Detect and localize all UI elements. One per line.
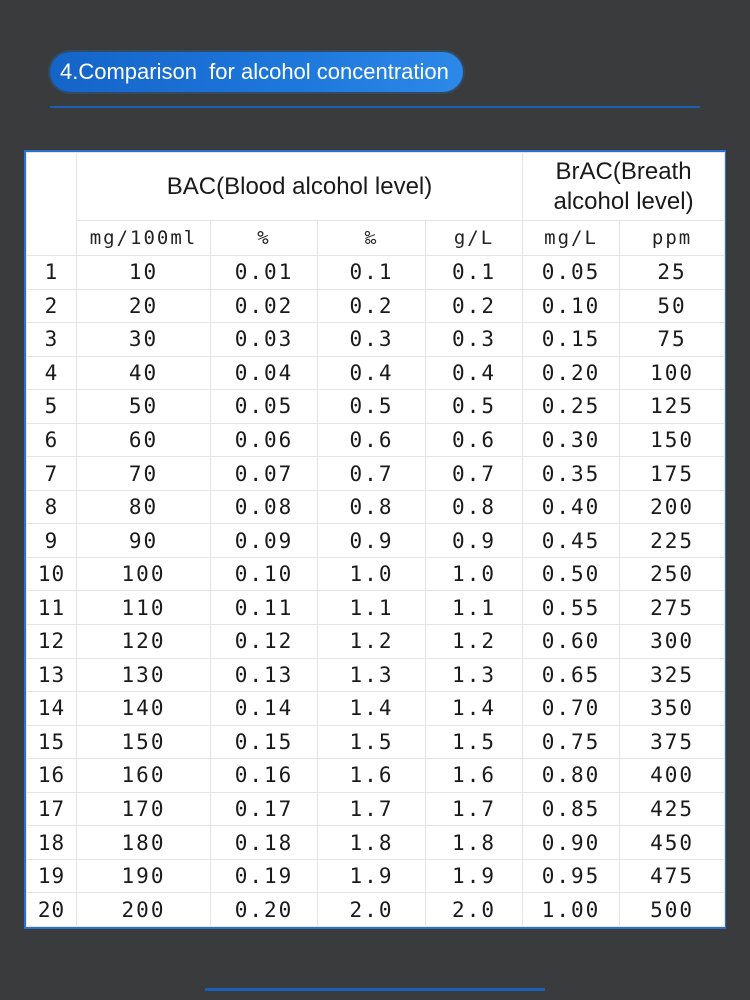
g-per-l-cell: 2.0 bbox=[426, 893, 523, 927]
permille-cell: 0.7 bbox=[318, 457, 426, 491]
row-index-cell: 14 bbox=[27, 692, 77, 726]
percent-cell: 0.08 bbox=[211, 490, 318, 524]
ppm-cell: 200 bbox=[620, 490, 725, 524]
mg-100ml-cell: 90 bbox=[77, 524, 211, 558]
g-per-l-cell: 1.3 bbox=[426, 658, 523, 692]
permille-cell: 1.5 bbox=[318, 725, 426, 759]
permille-cell: 0.5 bbox=[318, 390, 426, 424]
percent-cell: 0.17 bbox=[211, 792, 318, 826]
mg-100ml-cell: 180 bbox=[77, 826, 211, 860]
unit-header-permille: ‰ bbox=[318, 221, 426, 256]
table-row bbox=[27, 759, 725, 793]
mg-100ml-cell: 80 bbox=[77, 490, 211, 524]
table-row bbox=[27, 524, 725, 558]
permille-cell: 0.2 bbox=[318, 289, 426, 323]
unit-header-mgl: mg/L bbox=[523, 221, 620, 256]
table-row bbox=[27, 725, 725, 759]
g-per-l-cell: 0.8 bbox=[426, 490, 523, 524]
g-per-l-cell: 0.7 bbox=[426, 457, 523, 491]
row-index-cell: 18 bbox=[27, 826, 77, 860]
percent-cell: 0.07 bbox=[211, 457, 318, 491]
ppm-cell: 350 bbox=[620, 692, 725, 726]
mg-per-l-cell: 0.20 bbox=[523, 356, 620, 390]
row-index-cell: 17 bbox=[27, 792, 77, 826]
mg-per-l-cell: 0.60 bbox=[523, 625, 620, 659]
permille-cell: 1.1 bbox=[318, 591, 426, 625]
unit-header-mg100ml: mg/100ml bbox=[77, 221, 211, 256]
g-per-l-cell: 0.9 bbox=[426, 524, 523, 558]
permille-cell: 1.2 bbox=[318, 625, 426, 659]
mg-100ml-cell: 40 bbox=[77, 356, 211, 390]
ppm-cell: 100 bbox=[620, 356, 725, 390]
unit-header-percent: % bbox=[211, 221, 318, 256]
mg-per-l-cell: 1.00 bbox=[523, 893, 620, 927]
permille-cell: 1.3 bbox=[318, 658, 426, 692]
row-index-cell: 1 bbox=[27, 256, 77, 290]
alcohol-comparison-table bbox=[24, 150, 726, 929]
ppm-cell: 225 bbox=[620, 524, 725, 558]
g-per-l-cell: 1.4 bbox=[426, 692, 523, 726]
mg-per-l-cell: 0.75 bbox=[523, 725, 620, 759]
row-index-cell: 6 bbox=[27, 423, 77, 457]
brac-header: BrAC(Breath alcohol level) bbox=[523, 153, 725, 221]
permille-cell: 0.1 bbox=[318, 256, 426, 290]
row-index-cell: 12 bbox=[27, 625, 77, 659]
ppm-cell: 500 bbox=[620, 893, 725, 927]
row-index-cell: 16 bbox=[27, 759, 77, 793]
ppm-cell: 400 bbox=[620, 759, 725, 793]
mg-100ml-cell: 50 bbox=[77, 390, 211, 424]
table-row bbox=[27, 658, 725, 692]
table-row bbox=[27, 390, 725, 424]
bottom-divider bbox=[205, 988, 545, 991]
g-per-l-cell: 1.6 bbox=[426, 759, 523, 793]
permille-cell: 1.6 bbox=[318, 759, 426, 793]
percent-cell: 0.19 bbox=[211, 859, 318, 893]
row-index-cell: 4 bbox=[27, 356, 77, 390]
mg-100ml-cell: 200 bbox=[77, 893, 211, 927]
table-row bbox=[27, 557, 725, 591]
g-per-l-cell: 1.8 bbox=[426, 826, 523, 860]
percent-cell: 0.06 bbox=[211, 423, 318, 457]
table-row bbox=[27, 289, 725, 323]
mg-100ml-cell: 100 bbox=[77, 557, 211, 591]
table-row bbox=[27, 591, 725, 625]
ppm-cell: 275 bbox=[620, 591, 725, 625]
mg-per-l-cell: 0.55 bbox=[523, 591, 620, 625]
ppm-cell: 425 bbox=[620, 792, 725, 826]
row-index-cell: 2 bbox=[27, 289, 77, 323]
row-index-cell: 5 bbox=[27, 390, 77, 424]
mg-per-l-cell: 0.95 bbox=[523, 859, 620, 893]
mg-per-l-cell: 0.50 bbox=[523, 557, 620, 591]
mg-100ml-cell: 150 bbox=[77, 725, 211, 759]
ppm-cell: 125 bbox=[620, 390, 725, 424]
g-per-l-cell: 0.4 bbox=[426, 356, 523, 390]
permille-cell: 0.4 bbox=[318, 356, 426, 390]
table-row bbox=[27, 490, 725, 524]
percent-cell: 0.14 bbox=[211, 692, 318, 726]
table-row bbox=[27, 356, 725, 390]
mg-100ml-cell: 10 bbox=[77, 256, 211, 290]
permille-cell: 1.4 bbox=[318, 692, 426, 726]
mg-per-l-cell: 0.40 bbox=[523, 490, 620, 524]
ppm-cell: 175 bbox=[620, 457, 725, 491]
mg-per-l-cell: 0.70 bbox=[523, 692, 620, 726]
mg-per-l-cell: 0.10 bbox=[523, 289, 620, 323]
percent-cell: 0.10 bbox=[211, 557, 318, 591]
permille-cell: 1.8 bbox=[318, 826, 426, 860]
mg-per-l-cell: 0.15 bbox=[523, 323, 620, 357]
table-row bbox=[27, 859, 725, 893]
mg-per-l-cell: 0.30 bbox=[523, 423, 620, 457]
table-row bbox=[27, 256, 725, 290]
g-per-l-cell: 1.9 bbox=[426, 859, 523, 893]
mg-100ml-cell: 20 bbox=[77, 289, 211, 323]
row-index-cell: 9 bbox=[27, 524, 77, 558]
mg-per-l-cell: 0.65 bbox=[523, 658, 620, 692]
mg-100ml-cell: 140 bbox=[77, 692, 211, 726]
mg-per-l-cell: 0.80 bbox=[523, 759, 620, 793]
table-row bbox=[27, 323, 725, 357]
mg-per-l-cell: 0.45 bbox=[523, 524, 620, 558]
ppm-cell: 450 bbox=[620, 826, 725, 860]
table-row bbox=[27, 692, 725, 726]
mg-per-l-cell: 0.35 bbox=[523, 457, 620, 491]
percent-cell: 0.16 bbox=[211, 759, 318, 793]
mg-100ml-cell: 120 bbox=[77, 625, 211, 659]
table-row bbox=[27, 423, 725, 457]
mg-100ml-cell: 60 bbox=[77, 423, 211, 457]
ppm-cell: 325 bbox=[620, 658, 725, 692]
mg-per-l-cell: 0.90 bbox=[523, 826, 620, 860]
percent-cell: 0.02 bbox=[211, 289, 318, 323]
ppm-cell: 50 bbox=[620, 289, 725, 323]
ppm-cell: 475 bbox=[620, 859, 725, 893]
g-per-l-cell: 1.7 bbox=[426, 792, 523, 826]
row-index-cell: 20 bbox=[27, 893, 77, 927]
percent-cell: 0.20 bbox=[211, 893, 318, 927]
percent-cell: 0.18 bbox=[211, 826, 318, 860]
ppm-cell: 25 bbox=[620, 256, 725, 290]
ppm-cell: 250 bbox=[620, 557, 725, 591]
permille-cell: 0.6 bbox=[318, 423, 426, 457]
table-row bbox=[27, 826, 725, 860]
bac-header: BAC(Blood alcohol level) bbox=[77, 153, 523, 221]
mg-100ml-cell: 130 bbox=[77, 658, 211, 692]
g-per-l-cell: 1.0 bbox=[426, 557, 523, 591]
g-per-l-cell: 0.1 bbox=[426, 256, 523, 290]
row-index-cell: 10 bbox=[27, 557, 77, 591]
mg-per-l-cell: 0.05 bbox=[523, 256, 620, 290]
percent-cell: 0.03 bbox=[211, 323, 318, 357]
percent-cell: 0.05 bbox=[211, 390, 318, 424]
row-index-cell: 19 bbox=[27, 859, 77, 893]
permille-cell: 1.7 bbox=[318, 792, 426, 826]
permille-cell: 0.9 bbox=[318, 524, 426, 558]
table-row bbox=[27, 457, 725, 491]
mg-100ml-cell: 110 bbox=[77, 591, 211, 625]
index-header bbox=[27, 153, 77, 256]
table-row bbox=[27, 792, 725, 826]
row-index-cell: 3 bbox=[27, 323, 77, 357]
permille-cell: 0.8 bbox=[318, 490, 426, 524]
g-per-l-cell: 1.2 bbox=[426, 625, 523, 659]
g-per-l-cell: 0.3 bbox=[426, 323, 523, 357]
row-index-cell: 11 bbox=[27, 591, 77, 625]
percent-cell: 0.13 bbox=[211, 658, 318, 692]
percent-cell: 0.01 bbox=[211, 256, 318, 290]
g-per-l-cell: 1.1 bbox=[426, 591, 523, 625]
permille-cell: 2.0 bbox=[318, 893, 426, 927]
percent-cell: 0.09 bbox=[211, 524, 318, 558]
ppm-cell: 300 bbox=[620, 625, 725, 659]
mg-100ml-cell: 190 bbox=[77, 859, 211, 893]
section-title: 4.Comparison for alcohol concentration bbox=[50, 52, 463, 92]
row-index-cell: 15 bbox=[27, 725, 77, 759]
g-per-l-cell: 0.2 bbox=[426, 289, 523, 323]
permille-cell: 1.0 bbox=[318, 557, 426, 591]
ppm-cell: 75 bbox=[620, 323, 725, 357]
mg-100ml-cell: 30 bbox=[77, 323, 211, 357]
mg-per-l-cell: 0.25 bbox=[523, 390, 620, 424]
mg-100ml-cell: 160 bbox=[77, 759, 211, 793]
mg-100ml-cell: 170 bbox=[77, 792, 211, 826]
g-per-l-cell: 0.5 bbox=[426, 390, 523, 424]
g-per-l-cell: 0.6 bbox=[426, 423, 523, 457]
table-row bbox=[27, 625, 725, 659]
unit-header-ppm: ppm bbox=[620, 221, 725, 256]
percent-cell: 0.11 bbox=[211, 591, 318, 625]
row-index-cell: 13 bbox=[27, 658, 77, 692]
unit-header-gl: g/L bbox=[426, 221, 523, 256]
percent-cell: 0.15 bbox=[211, 725, 318, 759]
table-row bbox=[27, 893, 725, 927]
title-divider bbox=[50, 106, 700, 108]
ppm-cell: 375 bbox=[620, 725, 725, 759]
permille-cell: 1.9 bbox=[318, 859, 426, 893]
percent-cell: 0.04 bbox=[211, 356, 318, 390]
mg-per-l-cell: 0.85 bbox=[523, 792, 620, 826]
ppm-cell: 150 bbox=[620, 423, 725, 457]
row-index-cell: 7 bbox=[27, 457, 77, 491]
mg-100ml-cell: 70 bbox=[77, 457, 211, 491]
row-index-cell: 8 bbox=[27, 490, 77, 524]
table-body bbox=[27, 256, 725, 927]
g-per-l-cell: 1.5 bbox=[426, 725, 523, 759]
permille-cell: 0.3 bbox=[318, 323, 426, 357]
percent-cell: 0.12 bbox=[211, 625, 318, 659]
